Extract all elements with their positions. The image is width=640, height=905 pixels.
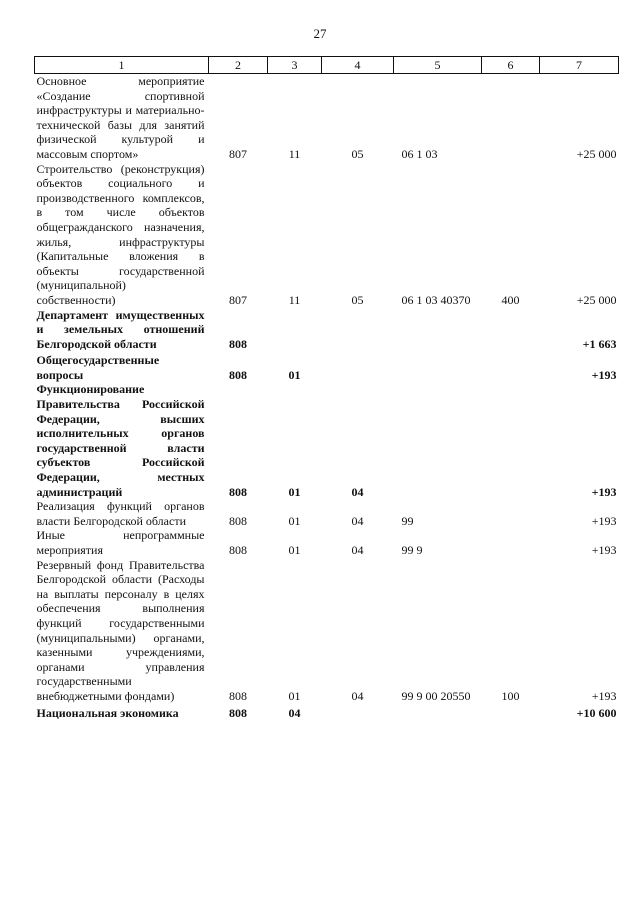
row-section-code: 11 xyxy=(288,146,301,161)
row-subsection-code: 04 xyxy=(351,688,364,703)
row-section-code: 01 xyxy=(288,543,301,557)
column-header: 1 xyxy=(35,57,209,74)
row-amount: +25 000 xyxy=(576,292,617,307)
row-amount: +193 xyxy=(591,513,617,528)
row-amount: +193 xyxy=(591,367,617,382)
row-amount: +193 xyxy=(591,543,617,557)
row-target-article-code: 06 1 03 40370 xyxy=(401,292,471,307)
row-section-code: 01 xyxy=(288,513,301,528)
row-expense-type-code xyxy=(482,353,540,382)
row-name: Департамент имущественных и земельных отношений Белгородской области xyxy=(36,307,205,351)
row-amount: +10 600 xyxy=(576,705,617,720)
row-name: Строительство (реконструкция) объектов социального и производственного комплексов, в том числе объектов общегражданского назначения, жилья, инфраструктуры (Капитальные вложения в объекты государственной (муниципальной) собственности) xyxy=(36,161,205,307)
row-name: Функционирование Правительства Российской Федерации, высших исполнительных органов государственной власти субъектов Российской Федерации, местных администраций xyxy=(36,382,205,499)
table-row xyxy=(35,499,619,528)
row-ved-code: 808 xyxy=(229,336,247,351)
table-row xyxy=(35,382,619,499)
row-name: Реализация функций органов власти Белгородской области xyxy=(36,499,205,528)
row-expense-type-code xyxy=(482,706,540,721)
row-ved-code: 808 xyxy=(229,688,247,703)
row-section-code: 01 xyxy=(288,484,301,499)
row-target-article-code: 99 9 00 20550 xyxy=(401,688,471,703)
row-subsection-code: 05 xyxy=(351,292,364,307)
table-row xyxy=(35,74,619,162)
row-target-article-code xyxy=(394,706,482,721)
row-target-article-code xyxy=(394,353,482,382)
row-section-code xyxy=(268,308,322,354)
row-target-article-code: 06 1 03 xyxy=(401,146,438,161)
row-ved-code: 807 xyxy=(229,292,247,307)
row-section-code: 01 xyxy=(288,367,301,382)
row-subsection-code: 04 xyxy=(351,484,364,499)
row-subsection-code xyxy=(322,308,394,354)
row-name: Резервный фонд Правительства Белгородской области (Расходы на выплаты персоналу в целях обеспечения выполнения функций государственными (муниципальными) органами, казенными учреждениями, органами управления государственными внебюджетными фондами) xyxy=(36,557,205,703)
table-row xyxy=(35,706,619,721)
column-header: 7 xyxy=(540,57,619,74)
row-amount: +1 663 xyxy=(582,336,617,351)
table-row xyxy=(35,528,619,557)
row-ved-code: 808 xyxy=(229,367,247,382)
table-row xyxy=(35,353,619,382)
column-header: 2 xyxy=(209,57,268,74)
row-amount: +193 xyxy=(591,688,617,703)
row-ved-code: 808 xyxy=(229,484,247,499)
column-header: 4 xyxy=(322,57,394,74)
row-subsection-code: 04 xyxy=(351,513,364,528)
row-subsection-code xyxy=(322,353,394,382)
row-name: Национальная экономика xyxy=(36,705,179,720)
row-target-article-code: 99 9 xyxy=(401,543,423,557)
row-subsection-code: 05 xyxy=(351,146,364,161)
row-ved-code: 808 xyxy=(229,543,247,557)
table-row xyxy=(35,308,619,354)
row-name: Основное мероприятие «Создание спортивной инфраструктуры и материально-технической базы для занятий физической культурой и массовым спортом» xyxy=(36,74,205,161)
column-header: 3 xyxy=(268,57,322,74)
row-ved-code: 807 xyxy=(229,146,247,161)
row-subsection-code: 04 xyxy=(351,543,364,557)
row-section-code: 01 xyxy=(288,688,301,703)
row-expense-type-code xyxy=(482,74,540,162)
column-header: 6 xyxy=(482,57,540,74)
row-expense-type-code: 400 xyxy=(501,292,520,307)
table-row xyxy=(35,558,619,706)
row-amount: +193 xyxy=(591,484,617,499)
row-expense-type-code xyxy=(482,499,540,528)
row-target-article-code xyxy=(394,308,482,354)
row-ved-code: 808 xyxy=(229,513,247,528)
row-section-code: 04 xyxy=(288,705,301,720)
row-amount: +25 000 xyxy=(576,146,617,161)
page-number: 27 xyxy=(313,26,327,41)
row-expense-type-code xyxy=(482,308,540,354)
table-header-row xyxy=(35,57,619,74)
row-name: Общегосударственные вопросы xyxy=(36,353,160,382)
column-header: 5 xyxy=(394,57,482,74)
table-row xyxy=(35,162,619,308)
row-expense-type-code xyxy=(482,528,540,557)
row-target-article-code xyxy=(394,382,482,499)
row-expense-type-code xyxy=(482,382,540,499)
row-target-article-code: 99 xyxy=(401,513,414,528)
row-name: Иные непрограммные мероприятия xyxy=(36,528,205,557)
row-subsection-code xyxy=(322,706,394,721)
row-section-code: 11 xyxy=(288,292,301,307)
budget-table xyxy=(34,56,619,720)
row-expense-type-code: 100 xyxy=(501,688,520,703)
row-ved-code: 808 xyxy=(229,705,247,720)
